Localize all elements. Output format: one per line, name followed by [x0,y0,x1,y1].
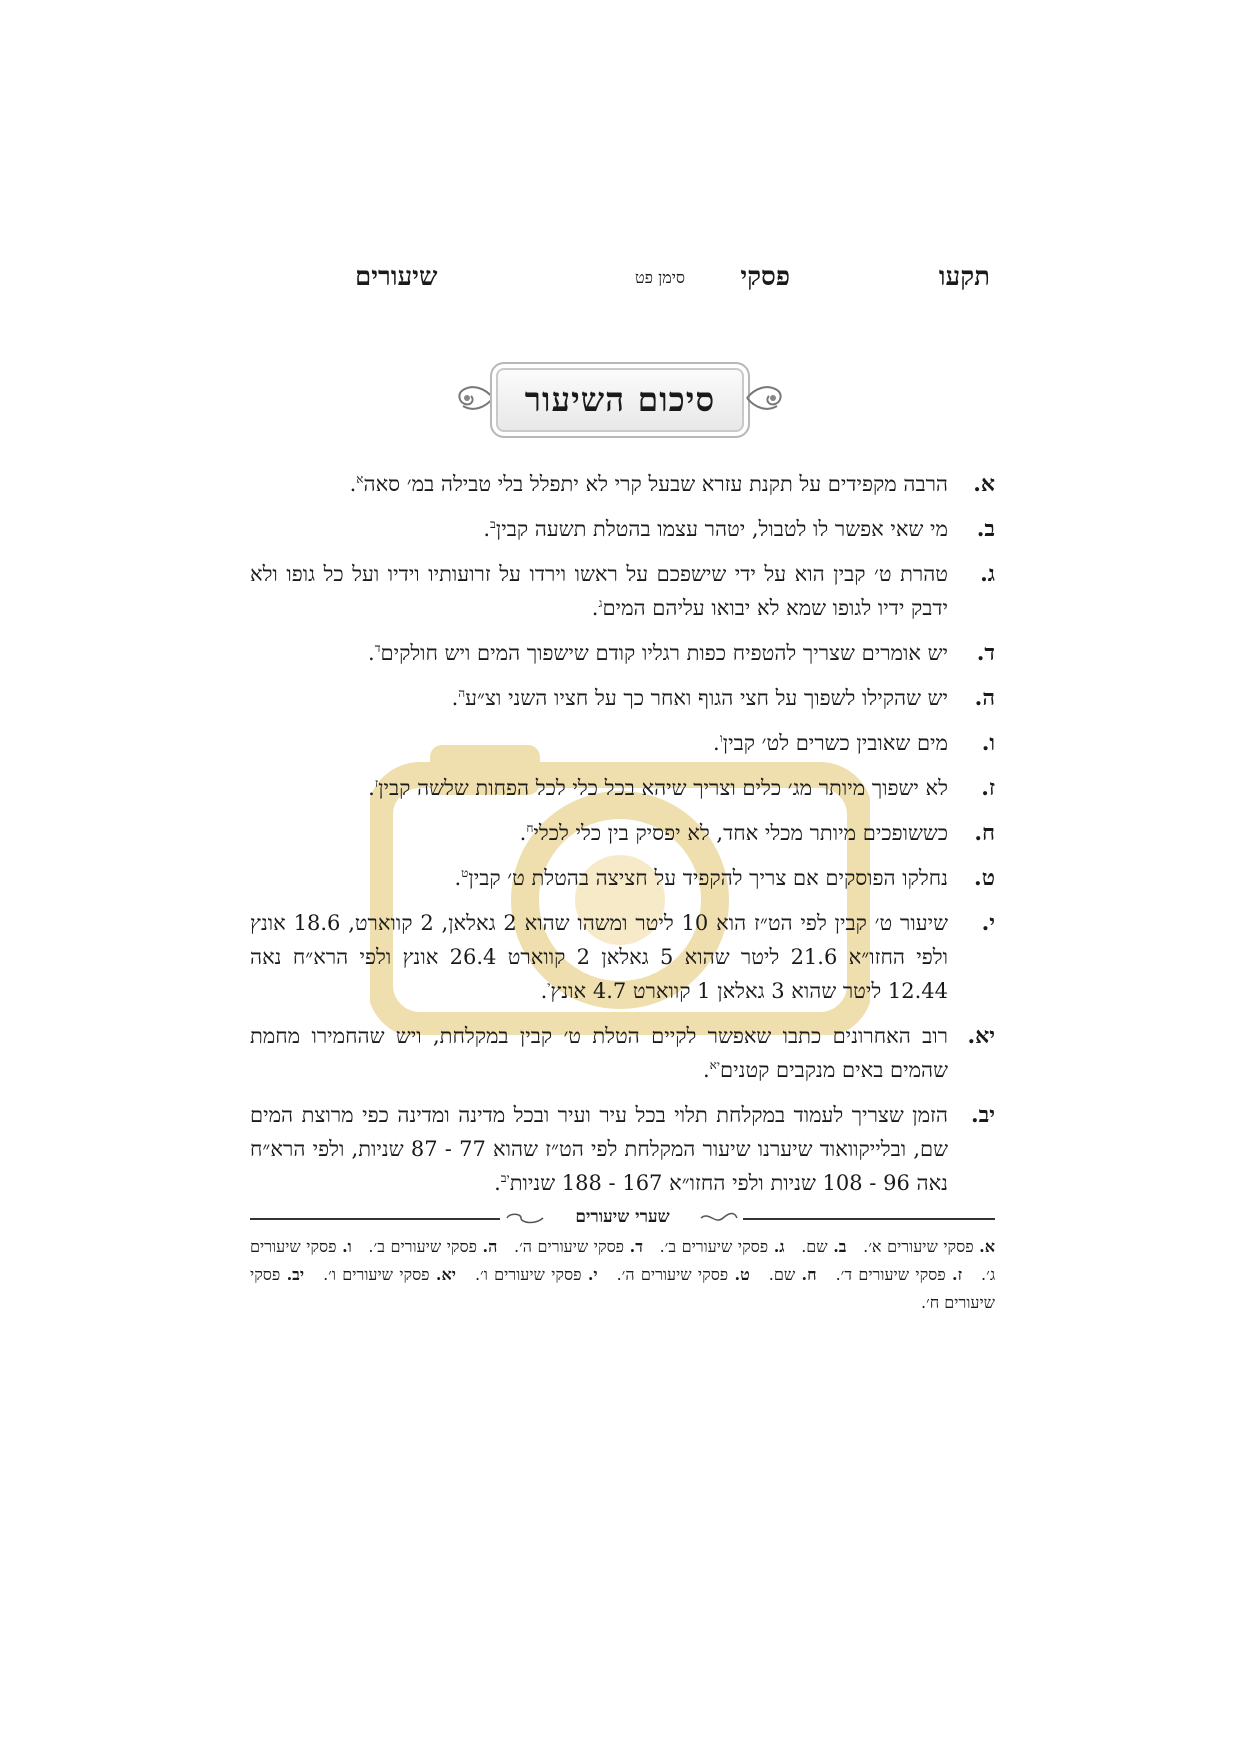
divider-line [743,1218,995,1220]
footnotes [250,1233,995,1317]
footnote: י. פסקי שיעורים ו׳. [474,1265,598,1284]
footnote: ז. פסקי שיעורים ד׳. [835,1265,963,1284]
book-name: פסקי [740,262,790,292]
footnote: ג. פסקי שיעורים ב׳. [659,1237,785,1256]
footnote: ו. פסקי שיעורים ג׳. [250,1237,996,1284]
footnote: א. פסקי שיעורים א׳. [863,1237,995,1256]
section-title-frame [455,362,785,438]
footnote: ד. פסקי שיעורים ה׳. [514,1237,643,1256]
summary-item: י. שיעור ט׳ קבין לפי הט״ז הוא 10 ליטר ומשהו שהוא 2 גאלאן, 2 קווארט, 18.6 אונץ ולפי החזו״א 21.6 ליטר שהוא 5 גאלאן 2 קווארט 26.4 אונץ ולפי הרא״ח נאה 12.44 ליטר שהוא 3 גאלאן 1 קווארט 4.7 אונץ$^י$. [250,910,995,1003]
summary-item: יא. רוב האחרונים כתבו שאפשר לקיים הטלת ט׳ קבין במקלחת, ויש שהחמירו מחמת שהמים באים מנקבים קטנים$^{יא}$. [250,1023,995,1082]
summary-item: ג. טהרת ט׳ קבין הוא על ידי שישפכם על ראשו וירדו על זרועותיו וידיו ועל כל גופו ולא ידבק ידיו לגופו שמא לא יבואו עליהם המים$^ג$. [250,561,995,620]
swirl-ornament-icon [505,1211,545,1225]
siman-label: סימן פט [635,268,685,287]
summary-item: ד. יש אומרים שצריך להטפיח כפות רגליו קודם שישפוך המים ויש חולקים$^ד$. [368,640,995,666]
summary-list [250,467,995,1211]
footnote: ט. פסקי שיעורים ה׳. [616,1265,750,1284]
page-number: תקעו [938,262,990,292]
summary-item: ו. מים שאובין כשרים לט׳ קבין$^ו$. [713,730,995,756]
summary-item: ט. נחלקו הפוסקים אם צריך להקפיד על חציצה בהטלת ט׳ קבין$^ט$. [454,865,995,891]
page-header [355,262,990,302]
footnote: ה. פסקי שיעורים ב׳. [368,1237,498,1256]
footnote: יא. פסקי שיעורים ו׳. [323,1265,456,1284]
summary-item: ח. כששופכים מיותר מכלי אחד, לא יפסיק בין כלי לכלי$^ח$. [519,820,995,846]
section-title: סיכום השיעור [490,362,750,438]
summary-item: ז. לא ישפוך מיותר מג׳ כלים וצריך שיהא בכל כלי לכל הפחות שלשה קבין$^ז$. [368,775,995,801]
footnote: יב. פסקי שיעורים ח׳. [250,1265,995,1312]
left-ornament-icon [455,376,495,420]
divider-line [250,1218,500,1220]
footnotes-divider [250,1207,995,1231]
summary-item: ב. מי שאי אפשר לו לטבול, יטהר עצמו בהטלת תשעה קבין$^ב$. [483,516,995,542]
right-ornament-icon [745,376,785,420]
footnote: ח. שם. [768,1265,817,1284]
footnote: ב. שם. [801,1237,847,1256]
summary-item: ה. יש שהקילו לשפוך על חצי הגוף ואחר כך על חציו השני וצ״ע$^ה$. [451,685,995,711]
footnotes-title: שערי שיעורים [575,1207,670,1227]
summary-item: יב. הזמן שצריך לעמוד במקלחת תלוי בכל עיר ועיר ובכל מדינה ומדינה כפי מרוצת המים שם, ובלייקוואוד שיערנו שיעור המקלחת לפי הט״ז שהוא 77 - 87 שניות, ולפי הרא״ח נאה 96 - 108 שניות ולפי החזו״א 167 - 188 שניות$^{יב}$. [250,1102,995,1195]
summary-item: א. הרבה מקפידים על תקנת עזרא שבעל קרי לא יתפלל בלי טבילה במ׳ סאה$^א$. [349,471,995,497]
topic-label: שיעורים [355,262,438,292]
swirl-ornament-icon [699,1211,739,1225]
